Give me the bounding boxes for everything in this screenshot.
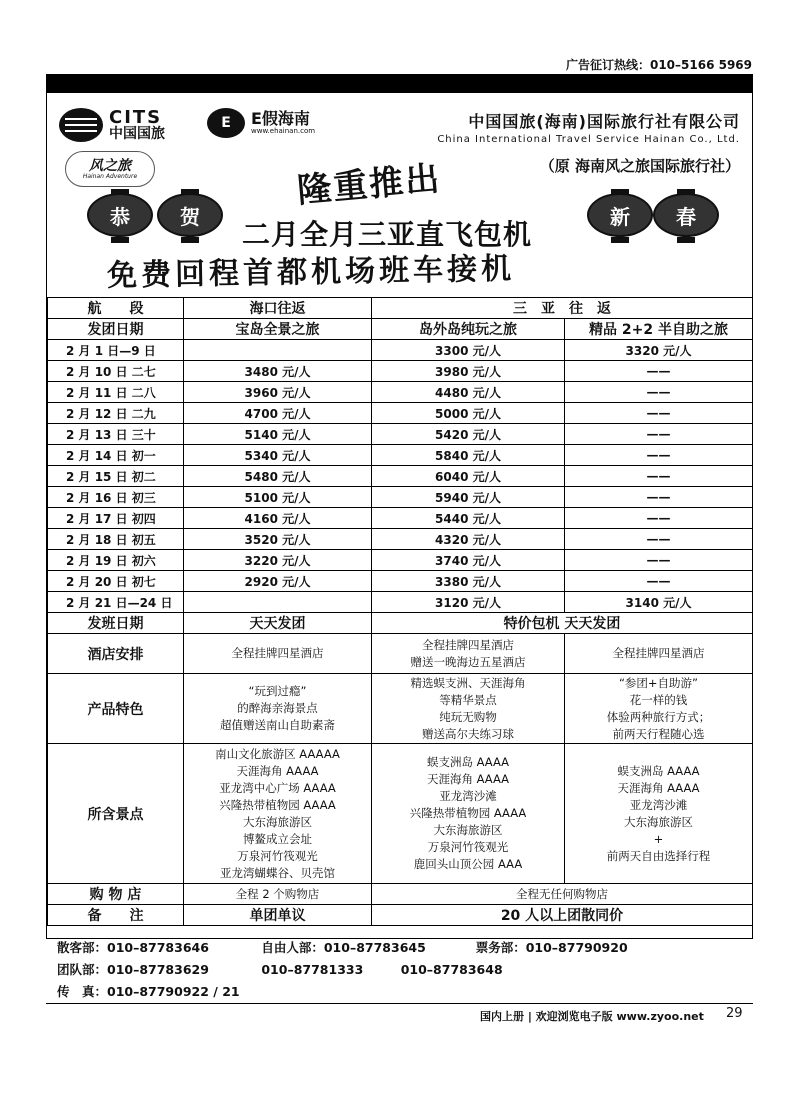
departure-sanya: 特价包机 天天发团	[372, 613, 753, 634]
feature-line: 花一样的钱	[629, 692, 688, 707]
spot-line: 大东海旅游区	[243, 814, 312, 829]
price-cell: 5100 元/人	[184, 487, 372, 508]
table-row	[48, 508, 753, 529]
spot-line: 天涯海角 AAAA	[617, 780, 700, 795]
price-cell: 3320 元/人	[565, 340, 753, 361]
spot-line: +	[653, 831, 664, 846]
cits-logo-en: CITS	[109, 107, 163, 128]
hotel-sanya-b	[372, 634, 565, 674]
price-cell: 5420 元/人	[372, 424, 565, 445]
price-cell: 4160 元/人	[184, 508, 372, 529]
cits-logo-cn: 中国国旅	[109, 126, 165, 142]
fengzhilv-logo-en: Hainan Adventure	[82, 172, 138, 180]
contact-group-3: 010–87783648	[400, 962, 503, 977]
spots-row	[48, 744, 753, 884]
features-row	[48, 674, 753, 744]
fengzhilv-logo-cn: 风之旅	[89, 157, 131, 174]
table-row	[48, 403, 753, 424]
contact-fit: 自由人部：010–87783645	[261, 940, 426, 955]
date-cell: 2 月 19 日 初六	[48, 550, 184, 571]
hotel-row	[48, 634, 753, 674]
contact-block	[57, 937, 628, 1003]
feature-line: 赠送高尔夫练习球	[422, 726, 514, 741]
spot-line: 鹿回头山顶公园 AAA	[413, 857, 523, 871]
hotel-haikou: 全程挂牌四星酒店	[184, 634, 372, 674]
price-cell: 3740 元/人	[372, 550, 565, 571]
date-cell: 2 月 17 日 初四	[48, 508, 184, 529]
price-table	[47, 297, 753, 926]
price-cell: ——	[565, 424, 753, 445]
note-sanya: 20 人以上团散同价	[372, 905, 753, 926]
note-row	[48, 905, 753, 926]
shop-row	[48, 884, 753, 905]
price-cell: ——	[565, 466, 753, 487]
price-cell: 5840 元/人	[372, 445, 565, 466]
price-cell: 3980 元/人	[372, 361, 565, 382]
spot-line: 蜈支洲岛 AAAA	[426, 755, 510, 769]
date-cell: 2 月 13 日 三十	[48, 424, 184, 445]
price-cell: 3220 元/人	[184, 550, 372, 571]
contact-group-2: 010–87781333	[261, 962, 364, 977]
spot-line: 前两天自由选择行程	[606, 848, 711, 863]
ehainan-name: E假海南	[251, 109, 310, 129]
cits-logo	[59, 108, 165, 142]
date-cell: 2 月 21 日—24 日	[48, 592, 184, 613]
company-name	[437, 109, 740, 145]
lantern-icon: 春	[653, 193, 719, 237]
features-label: 产品特色	[48, 674, 184, 744]
spot-line: 亚龙湾中心广场 AAAA	[219, 780, 336, 795]
table-row	[48, 550, 753, 571]
price-cell: ——	[565, 571, 753, 592]
price-cell: 5940 元/人	[372, 487, 565, 508]
headline-promo: 免费回程首都机场班车接机	[106, 251, 516, 294]
price-cell: 5480 元/人	[184, 466, 372, 487]
price-cell: 5000 元/人	[372, 403, 565, 424]
date-cell: 2 月 20 日 初七	[48, 571, 184, 592]
company-name-en: China International Travel Service Hainan Co., Ltd.	[437, 134, 740, 145]
spot-line: 亚龙湾沙滩	[439, 789, 497, 803]
ehainan-site: www.ehainan.com	[251, 126, 316, 135]
spot-line: 兴隆热带植物园 AAAA	[409, 806, 527, 820]
hotel-line: 全程挂牌四星酒店	[422, 637, 514, 652]
lantern-icon: 贺	[157, 193, 223, 237]
feature-line: “参团+自助游”	[618, 675, 699, 690]
departure-label: 发班日期	[48, 613, 184, 634]
tour-name: 岛外岛纯玩之旅	[372, 319, 565, 340]
price-cell: 5440 元/人	[372, 508, 565, 529]
price-cell: 5340 元/人	[184, 445, 372, 466]
ehainan-e-icon: E	[207, 108, 245, 138]
route-label: 航 段	[48, 298, 184, 319]
globe-icon	[59, 108, 103, 142]
spot-line: 博鳌成立会址	[243, 831, 312, 846]
price-cell: ——	[565, 550, 753, 571]
spot-line: 大东海旅游区	[624, 814, 693, 829]
date-cell: 2 月 12 日 二九	[48, 403, 184, 424]
price-cell	[184, 340, 372, 361]
top-black-bar	[46, 74, 753, 92]
spots-sanya-b	[372, 744, 565, 884]
date-cell: 2 月 18 日 初五	[48, 529, 184, 550]
feature-line: 纯玩无购物	[439, 709, 497, 724]
table-row	[48, 571, 753, 592]
headline-sub: 二月全月三亚直飞包机	[242, 218, 533, 251]
price-cell: ——	[565, 361, 753, 382]
price-cell: 4320 元/人	[372, 529, 565, 550]
ehainan-logo	[207, 108, 315, 138]
price-cell: 4480 元/人	[372, 382, 565, 403]
price-cell: 3140 元/人	[565, 592, 753, 613]
spot-line: 大东海旅游区	[433, 823, 503, 837]
spots-sanya-c	[565, 744, 753, 884]
table-row	[48, 382, 753, 403]
headline-main: 隆重推出	[295, 158, 443, 212]
price-cell: 3300 元/人	[372, 340, 565, 361]
table-row	[48, 487, 753, 508]
spot-line: 兴隆热带植物园 AAAA	[219, 797, 336, 812]
spots-label: 所含景点	[48, 744, 184, 884]
departure-row	[48, 613, 753, 634]
date-cell: 2 月 1 日—9 日	[48, 340, 184, 361]
tour-name: 宝岛全景之旅	[184, 319, 372, 340]
price-cell: ——	[565, 508, 753, 529]
price-cell: 3960 元/人	[184, 382, 372, 403]
table-row	[48, 529, 753, 550]
date-cell: 2 月 14 日 初一	[48, 445, 184, 466]
spots-haikou	[184, 744, 372, 884]
company-name-cn: 中国国旅(海南)国际旅行社有限公司	[468, 112, 740, 131]
date-cell: 2 月 11 日 二八	[48, 382, 184, 403]
hotel-sanya-c: 全程挂牌四星酒店	[565, 634, 753, 674]
feature-line: 前两天行程随心选	[612, 726, 705, 741]
price-cell: 2920 元/人	[184, 571, 372, 592]
price-cell: 5140 元/人	[184, 424, 372, 445]
hotel-label: 酒店安排	[48, 634, 184, 674]
features-sanya-b	[372, 674, 565, 744]
price-cell: ——	[565, 529, 753, 550]
spot-line: 南山文化旅游区 AAAAA	[215, 746, 340, 761]
departure-haikou: 天天发团	[184, 613, 372, 634]
spot-line: 天涯海角 AAAA	[236, 763, 319, 778]
tour-name: 精品 2+2 半自助之旅	[565, 319, 753, 340]
price-cell: 3120 元/人	[372, 592, 565, 613]
hotel-line: 赠送一晚海边五星酒店	[410, 654, 526, 669]
contact-retail: 散客部：010–87783646	[57, 940, 209, 955]
table-row	[48, 466, 753, 487]
former-name: （原 海南风之旅国际旅行社）	[539, 157, 740, 175]
page-number: 29	[726, 1006, 743, 1021]
feature-line: 体验两种旅行方式；	[606, 709, 711, 724]
date-cell: 2 月 10 日 二七	[48, 361, 184, 382]
lantern-icon: 新	[587, 193, 653, 237]
date-cell: 2 月 16 日 初三	[48, 487, 184, 508]
price-cell: ——	[565, 403, 753, 424]
price-cell: ——	[565, 382, 753, 403]
table-row	[48, 424, 753, 445]
feature-line: 等精华景点	[439, 692, 497, 707]
spot-line: 天涯海角 AAAA	[426, 772, 510, 786]
contact-fax: 传 真：010–87790922 / 21	[57, 984, 240, 999]
table-row	[48, 592, 753, 613]
table-header-row	[48, 298, 753, 319]
table-row	[48, 340, 753, 361]
haikou-header: 海口往返	[184, 298, 372, 319]
sanya-header: 三 亚 往 返	[372, 298, 753, 319]
price-cell: 3480 元/人	[184, 361, 372, 382]
price-cell: ——	[565, 445, 753, 466]
table-row	[48, 361, 753, 382]
advert-frame	[46, 92, 753, 939]
feature-line: “玩到过瘾”	[248, 684, 307, 698]
table-row	[48, 445, 753, 466]
table-header-row	[48, 319, 753, 340]
feature-line: 的醉海亲海景点	[237, 701, 318, 715]
note-label: 备 注	[48, 905, 184, 926]
spot-line: 亚龙湾沙滩	[629, 797, 688, 812]
date-label: 发团日期	[48, 319, 184, 340]
spot-line: 万泉河竹筏观光	[427, 840, 509, 854]
features-sanya-c	[565, 674, 753, 744]
date-cell: 2 月 15 日 初二	[48, 466, 184, 487]
price-cell: 3380 元/人	[372, 571, 565, 592]
note-haikou: 单团单议	[184, 905, 372, 926]
price-cell: 4700 元/人	[184, 403, 372, 424]
footer-divider	[46, 1003, 753, 1004]
price-cell: 6040 元/人	[372, 466, 565, 487]
shop-haikou: 全程 2 个购物店	[184, 884, 372, 905]
contact-ticket: 票务部：010–87790920	[475, 940, 628, 955]
feature-line: 超值赠送南山自助素斋	[220, 718, 335, 732]
feature-line: 精选蜈支洲、天涯海角	[410, 675, 526, 690]
fengzhilv-logo	[65, 151, 155, 187]
shop-label: 购 物 店	[48, 884, 184, 905]
spot-line: 蜈支洲岛 AAAA	[617, 763, 700, 778]
ad-hotline: 广告征订热线：010–5166 5969	[565, 58, 752, 72]
footer-text: 国内上册 | 欢迎浏览电子版 www.zyoo.net	[480, 1010, 704, 1023]
features-haikou	[184, 674, 372, 744]
spot-line: 亚龙湾蝴蝶谷、贝壳馆	[220, 865, 335, 880]
price-cell: ——	[565, 487, 753, 508]
lantern-icon: 恭	[87, 193, 153, 237]
spot-line: 万泉河竹筏观光	[237, 848, 318, 863]
price-cell	[184, 592, 372, 613]
price-cell: 3520 元/人	[184, 529, 372, 550]
shop-sanya: 全程无任何购物店	[372, 884, 753, 905]
contact-group: 团队部：010–87783629	[57, 962, 209, 977]
